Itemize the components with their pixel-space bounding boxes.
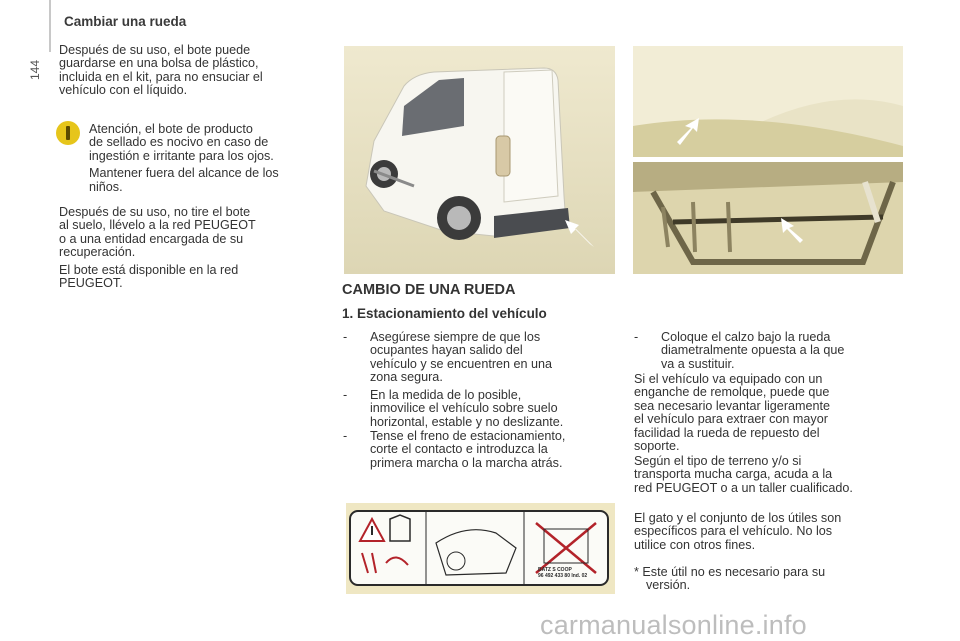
para-disposal	[59, 206, 329, 290]
line: vehículo y se encuentren en una	[370, 356, 553, 371]
line: horizontal, estable y no deslizante.	[370, 414, 564, 429]
page-header: Cambiar una rueda	[64, 14, 187, 29]
line: sea necesario levantar ligeramente	[634, 398, 831, 413]
line: enganche de remolque, puede que	[634, 385, 830, 400]
line: niños.	[89, 179, 123, 194]
line: utilice con otros fines.	[634, 537, 756, 552]
line: el vehículo para extraer con mayor	[634, 412, 828, 427]
line: Después de su uso, el bote puede	[59, 43, 251, 57]
line: corte el contacto e introduzca la	[370, 442, 548, 457]
line: al suelo, llévelo a la red PEUGEOT	[59, 218, 256, 233]
bullet-dash: -	[634, 330, 639, 344]
detail-photo-bottom	[633, 162, 903, 274]
line: red PEUGEOT o a un taller cualificado.	[634, 480, 853, 495]
warning-text	[89, 123, 339, 194]
bullet-dash: -	[343, 330, 348, 344]
line: facilidad la rueda de repuesto del	[634, 425, 820, 440]
para-tow-hitch	[634, 373, 924, 453]
line: PEUGEOT.	[59, 276, 123, 291]
line: transporta mucha carga, acuda a la	[634, 467, 833, 482]
line: El gato y el conjunto de los útiles son	[634, 511, 842, 525]
section-title: CAMBIO DE UNA RUEDA	[342, 282, 516, 298]
line: Mantener fuera del alcance de los	[89, 166, 279, 181]
para-tools	[634, 512, 924, 552]
page-number: 144	[28, 59, 42, 80]
line: En la medida de lo posible,	[370, 388, 522, 402]
line: zona segura.	[370, 370, 443, 385]
line: diametralmente opuesta a la que	[661, 343, 845, 358]
line: incluida en el kit, para no ensuciar el	[59, 69, 263, 84]
line: inmovilice el vehículo sobre suelo	[370, 401, 558, 416]
bullet-dash: -	[343, 429, 348, 443]
label-code: 96 492 433 80 Ind. 02	[538, 573, 588, 579]
line: Asegúrese siempre de que los	[370, 330, 541, 344]
line: Atención, el bote de producto	[89, 122, 253, 136]
line: guardarse en una bolsa de plástico,	[59, 56, 259, 71]
detail-photo-top	[633, 46, 903, 157]
label-brand: BATZ S COOP	[538, 567, 572, 573]
bullet-dash: -	[343, 388, 348, 402]
warning-icon	[56, 121, 80, 145]
line: Coloque el calzo bajo la rueda	[661, 330, 831, 344]
line: ingestión e irritante para los ojos.	[89, 148, 274, 163]
line: va a sustituir.	[661, 356, 735, 371]
side-bar	[49, 0, 51, 52]
line: de sellado es nocivo en caso de	[89, 135, 269, 150]
line: El bote está disponible en la red	[59, 262, 239, 277]
line: Después de su uso, no tire el bote	[59, 205, 251, 219]
line: Según el tipo de terreno y/o si	[634, 454, 802, 468]
watermark: carmanualsonline.info	[540, 610, 807, 640]
van-photo	[344, 46, 615, 274]
line: primera marcha o la marcha atrás.	[370, 455, 563, 470]
footnote	[634, 566, 924, 593]
line: ocupantes hayan salido del	[370, 343, 523, 358]
line: Si el vehículo va equipado con un	[634, 372, 823, 386]
section-subtitle: 1. Estacionamiento del vehículo	[342, 306, 547, 321]
line: Tense el freno de estacionamiento,	[370, 429, 566, 443]
para-terrain	[634, 455, 924, 495]
jack-label-image	[346, 503, 615, 594]
line: recuperación.	[59, 245, 136, 260]
line: soporte.	[634, 439, 680, 454]
para-storage	[59, 44, 329, 98]
line: específicos para el vehículo. No los	[634, 524, 833, 539]
line: o a una entidad encargada de su	[59, 231, 244, 246]
line: versión.	[646, 578, 691, 593]
line: vehículo con el líquido.	[59, 83, 188, 98]
line: * Este útil no es necesario para su	[634, 565, 826, 579]
